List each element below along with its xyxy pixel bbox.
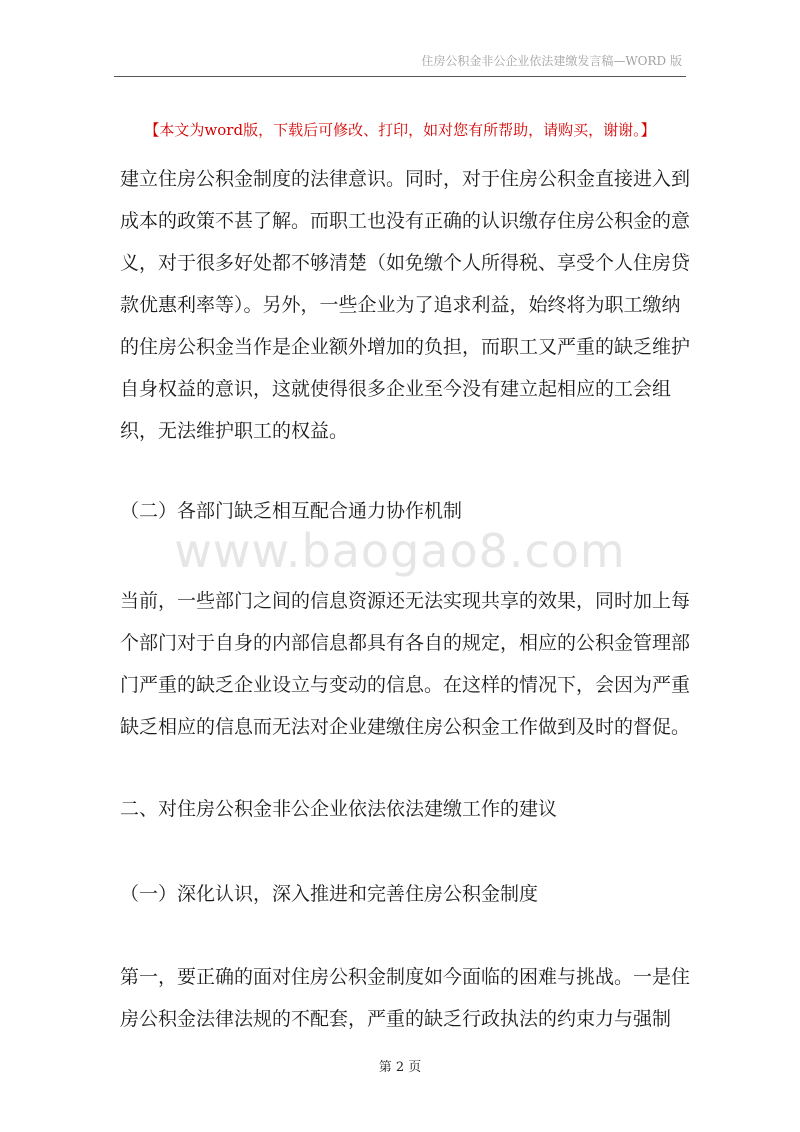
paragraph-line: 房公积金法律法规的不配套，严重的缺乏行政执法的约束力与强制	[120, 1008, 672, 1030]
paragraph-3	[120, 956, 692, 1040]
page-number: 第 2 页	[378, 1060, 422, 1075]
paragraph-line: 自身权益的意识，这就使得很多企业至今没有建立起相应的工会组	[120, 378, 672, 400]
page-header	[0, 52, 800, 72]
section-heading-3: 二、对住房公积金非公企业依法依法建缴工作的建议	[120, 798, 558, 820]
paragraph-line: 当前，一些部门之间的信息资源还无法实现共享的效果，同时加上每	[120, 590, 691, 612]
paragraph-line: 义，对于很多好处都不够清楚（如免缴个人所得税、享受个人住房贷	[120, 252, 691, 274]
paragraph-line: 款优惠利率等）。另外，一些企业为了追求利益，始终将为职工缴纳	[120, 294, 681, 316]
paragraph-line: 门严重的缺乏企业设立与变动的信息。在这样的情况下，会因为严重	[120, 674, 691, 696]
header-divider	[114, 76, 686, 77]
paragraph-line: 第一，要正确的面对住房公积金制度如今面临的困难与挑战。一是住	[120, 966, 691, 988]
purchase-notice: 【本文为word版，下载后可修改、打印，如对您有所帮助，请购买，谢谢。】	[144, 121, 656, 139]
paragraph-line: 个部门对于自身的内部信息都具有各自的规定，相应的公积金管理部	[120, 632, 691, 654]
section-heading-2: （二）各部门缺乏相互配合通力协作机制	[120, 500, 463, 522]
paragraph-line: 织，无法维护职工的权益。	[120, 420, 349, 442]
paragraph-1	[120, 158, 692, 452]
header-title: 住房公积金非公企业依法建缴发言稿—WORD 版	[421, 54, 682, 68]
paragraph-line: 建立住房公积金制度的法律意识。同时，对于住房公积金直接进入到	[120, 168, 691, 190]
paragraph-line: 缺乏相应的信息而无法对企业建缴住房公积金工作做到及时的督促。	[120, 716, 691, 738]
paragraph-line: 成本的政策不甚了解。而职工也没有正确的认识缴存住房公积金的意	[120, 210, 691, 232]
paragraph-line: 的住房公积金当作是企业额外增加的负担，而职工又严重的缺乏维护	[120, 336, 691, 358]
paragraph-2	[120, 580, 692, 748]
watermark-text: www.baogao8.com	[174, 524, 626, 578]
section-heading-4: （一）深化认识，深入推进和完善住房公积金制度	[120, 883, 539, 905]
